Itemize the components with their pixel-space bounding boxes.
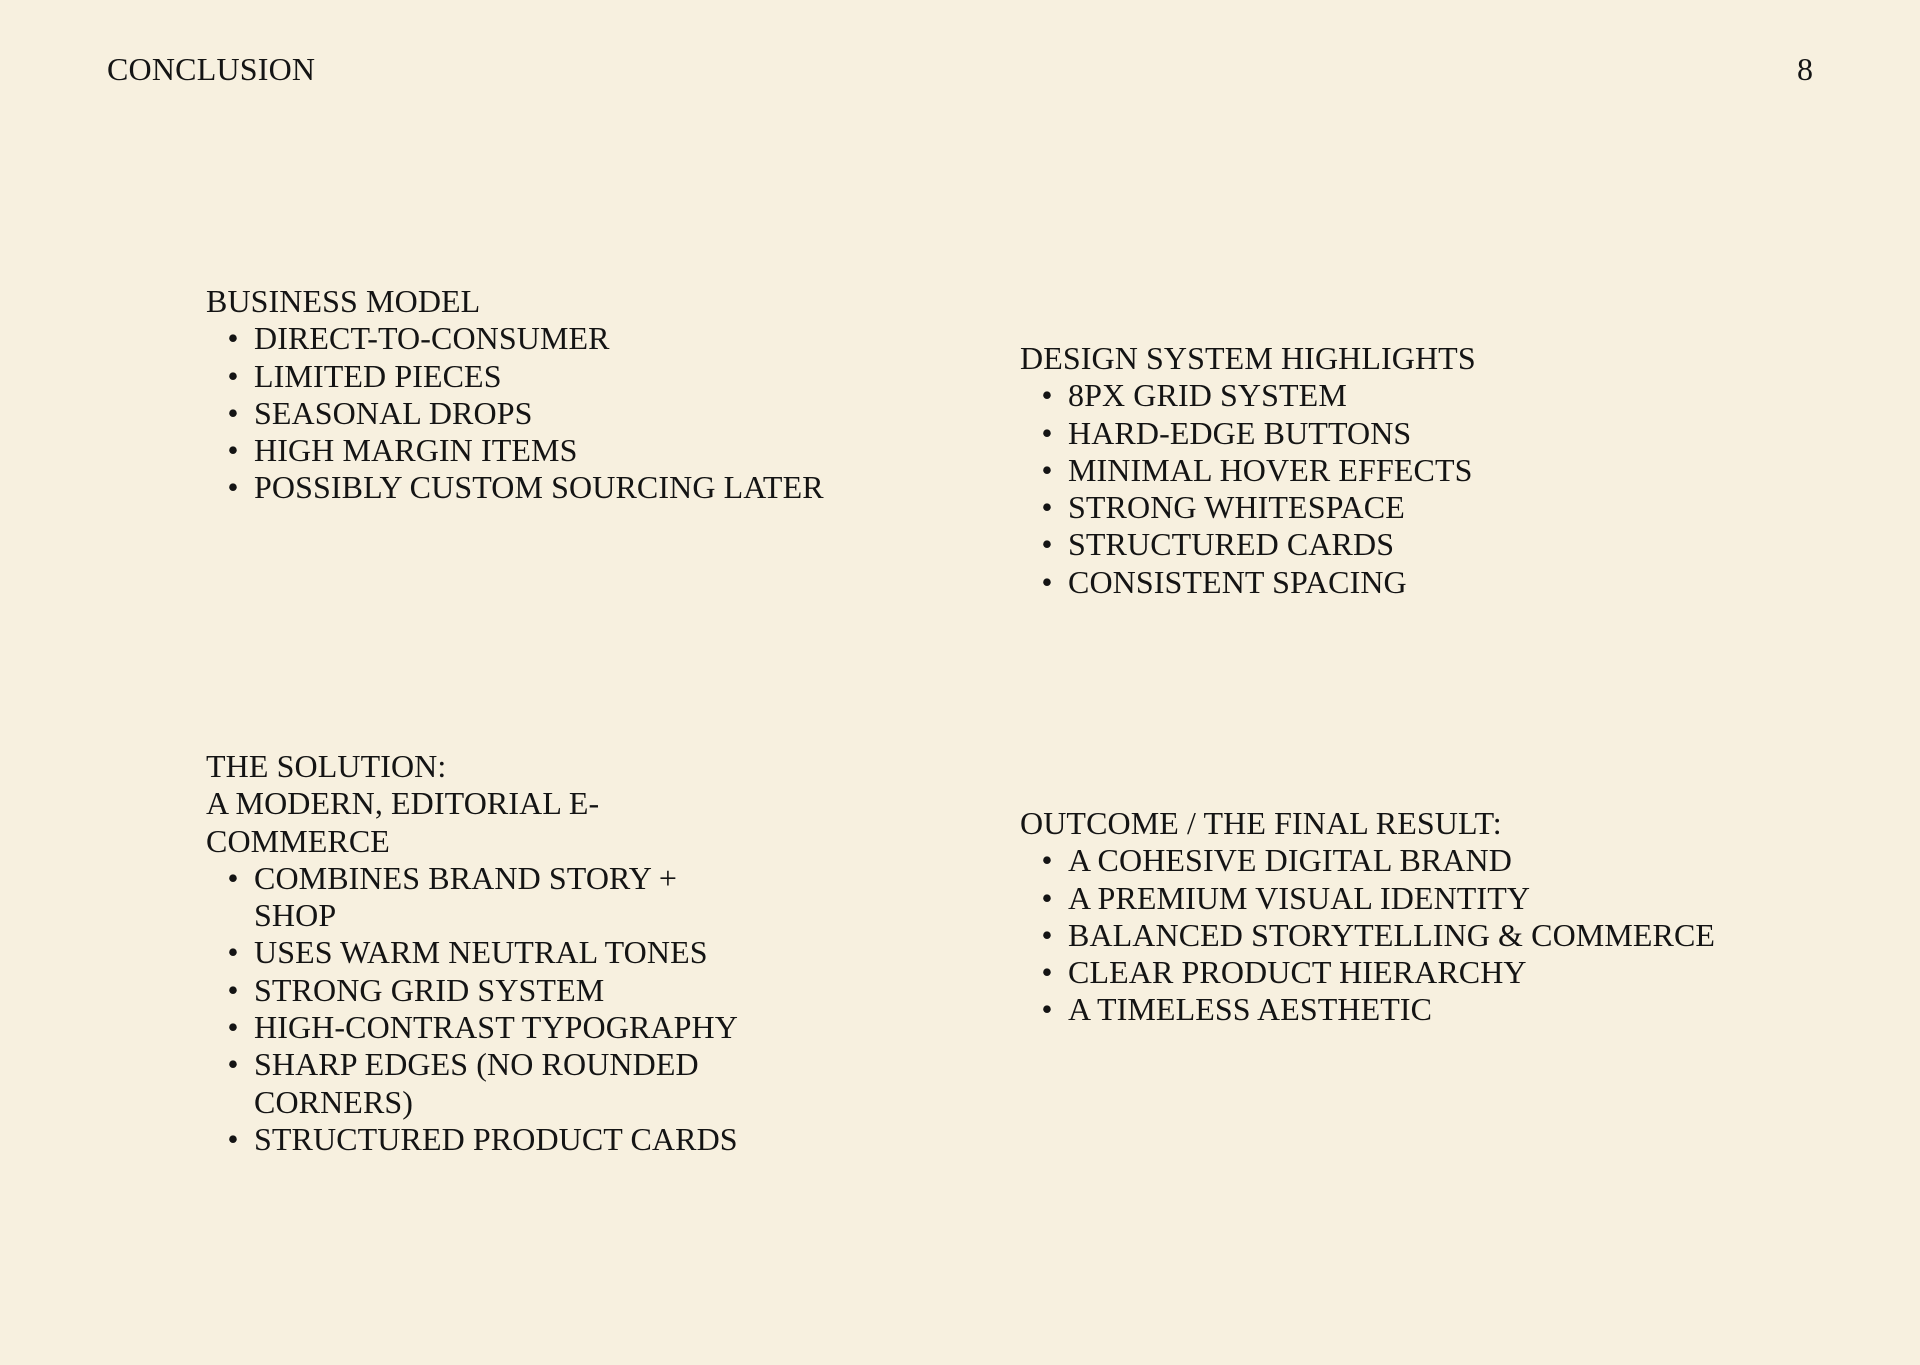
list-item: [1020, 564, 1740, 601]
bullet-icon: •: [227, 394, 239, 431]
list-item: [206, 972, 746, 1009]
outcome-list: [1020, 842, 1780, 1028]
list-item: [206, 1121, 746, 1158]
bullet-icon: •: [1041, 377, 1053, 414]
list-item-text: STRONG WHITESPACE: [1068, 489, 1405, 526]
list-item-text: HIGH-CONTRAST TYPOGRAPHY: [254, 1009, 738, 1046]
outcome-title: OUTCOME / THE FINAL RESULT:: [1020, 805, 1502, 841]
list-item-text: STRUCTURED CARDS: [1068, 526, 1395, 563]
design-system-title: DESIGN SYSTEM HIGHLIGHTS: [1020, 340, 1476, 376]
solution-subtitle: A MODERN, EDITORIAL E-COMMERCE: [206, 785, 600, 859]
list-item: [1020, 526, 1740, 563]
bullet-icon: •: [1041, 451, 1053, 488]
list-item-text: SEASONAL DROPS: [254, 394, 533, 431]
list-item: [206, 1009, 746, 1046]
bullet-icon: •: [227, 934, 239, 971]
list-item-text: COMBINES BRAND STORY + SHOP: [254, 859, 677, 934]
list-item-text: MINIMAL HOVER EFFECTS: [1068, 451, 1473, 488]
bullet-icon: •: [227, 320, 239, 357]
list-item-text: STRONG GRID SYSTEM: [254, 971, 605, 1008]
solution-list: [206, 860, 746, 1158]
business-model-section: [206, 283, 866, 507]
business-model-title: BUSINESS MODEL: [206, 283, 481, 319]
business-model-list: [206, 320, 866, 506]
design-system-list: [1020, 377, 1740, 601]
list-item-text: A COHESIVE DIGITAL BRAND: [1068, 842, 1512, 879]
list-item-text: HIGH MARGIN ITEMS: [254, 432, 578, 469]
list-item-text: POSSIBLY CUSTOM SOURCING LATER: [254, 469, 824, 506]
list-item: [1020, 917, 1780, 954]
list-item-text: A TIMELESS AESTHETIC: [1068, 991, 1433, 1028]
list-item-text: BALANCED STORYTELLING & COMMERCE: [1068, 916, 1716, 953]
list-item-text: CONSISTENT SPACING: [1068, 563, 1407, 600]
list-item: [206, 358, 866, 395]
list-item: [1020, 880, 1780, 917]
list-item: [1020, 489, 1740, 526]
list-item: [206, 1046, 746, 1121]
bullet-icon: •: [1041, 489, 1053, 526]
bullet-icon: •: [1041, 954, 1053, 991]
list-item-text: LIMITED PIECES: [254, 357, 502, 394]
bullet-icon: •: [1041, 916, 1053, 953]
list-item: [206, 320, 866, 357]
list-item-text: STRUCTURED PRODUCT CARDS: [254, 1120, 738, 1157]
list-item: [206, 432, 866, 469]
list-item: [1020, 842, 1780, 879]
outcome-section: [1020, 805, 1780, 1029]
solution-section: [206, 748, 746, 1158]
list-item-text: 8PX GRID SYSTEM: [1068, 377, 1347, 414]
bullet-icon: •: [1041, 563, 1053, 600]
design-system-section: [1020, 340, 1740, 601]
list-item-text: SHARP EDGES (NO ROUNDED CORNERS): [254, 1046, 699, 1120]
bullet-icon: •: [1041, 879, 1053, 916]
page-number: 8: [1797, 51, 1813, 87]
bullet-icon: •: [1041, 414, 1053, 451]
list-item-text: HARD-EDGE BUTTONS: [1068, 414, 1412, 451]
list-item: [206, 934, 746, 971]
bullet-icon: •: [227, 357, 239, 394]
list-item: [206, 395, 866, 432]
bullet-icon: •: [1041, 842, 1053, 879]
list-item: [1020, 954, 1780, 991]
bullet-icon: •: [227, 469, 239, 506]
bullet-icon: •: [227, 1009, 239, 1046]
list-item-text: CLEAR PRODUCT HIERARCHY: [1068, 954, 1527, 991]
list-item-text: USES WARM NEUTRAL TONES: [254, 934, 708, 971]
bullet-icon: •: [227, 971, 239, 1008]
bullet-icon: •: [1041, 526, 1053, 563]
bullet-icon: •: [1041, 991, 1053, 1028]
bullet-icon: •: [227, 432, 239, 469]
list-item: [1020, 991, 1780, 1028]
list-item: [1020, 415, 1740, 452]
list-item-text: A PREMIUM VISUAL IDENTITY: [1068, 879, 1531, 916]
page-title: CONCLUSION: [107, 51, 316, 87]
solution-title: THE SOLUTION:: [206, 748, 447, 784]
bullet-icon: •: [227, 1120, 239, 1157]
list-item: [1020, 452, 1740, 489]
list-item: [206, 860, 746, 935]
bullet-icon: •: [227, 859, 239, 896]
bullet-icon: •: [227, 1046, 239, 1083]
list-item: [1020, 377, 1740, 414]
list-item-text: DIRECT-TO-CONSUMER: [254, 320, 610, 357]
list-item: [206, 469, 866, 506]
